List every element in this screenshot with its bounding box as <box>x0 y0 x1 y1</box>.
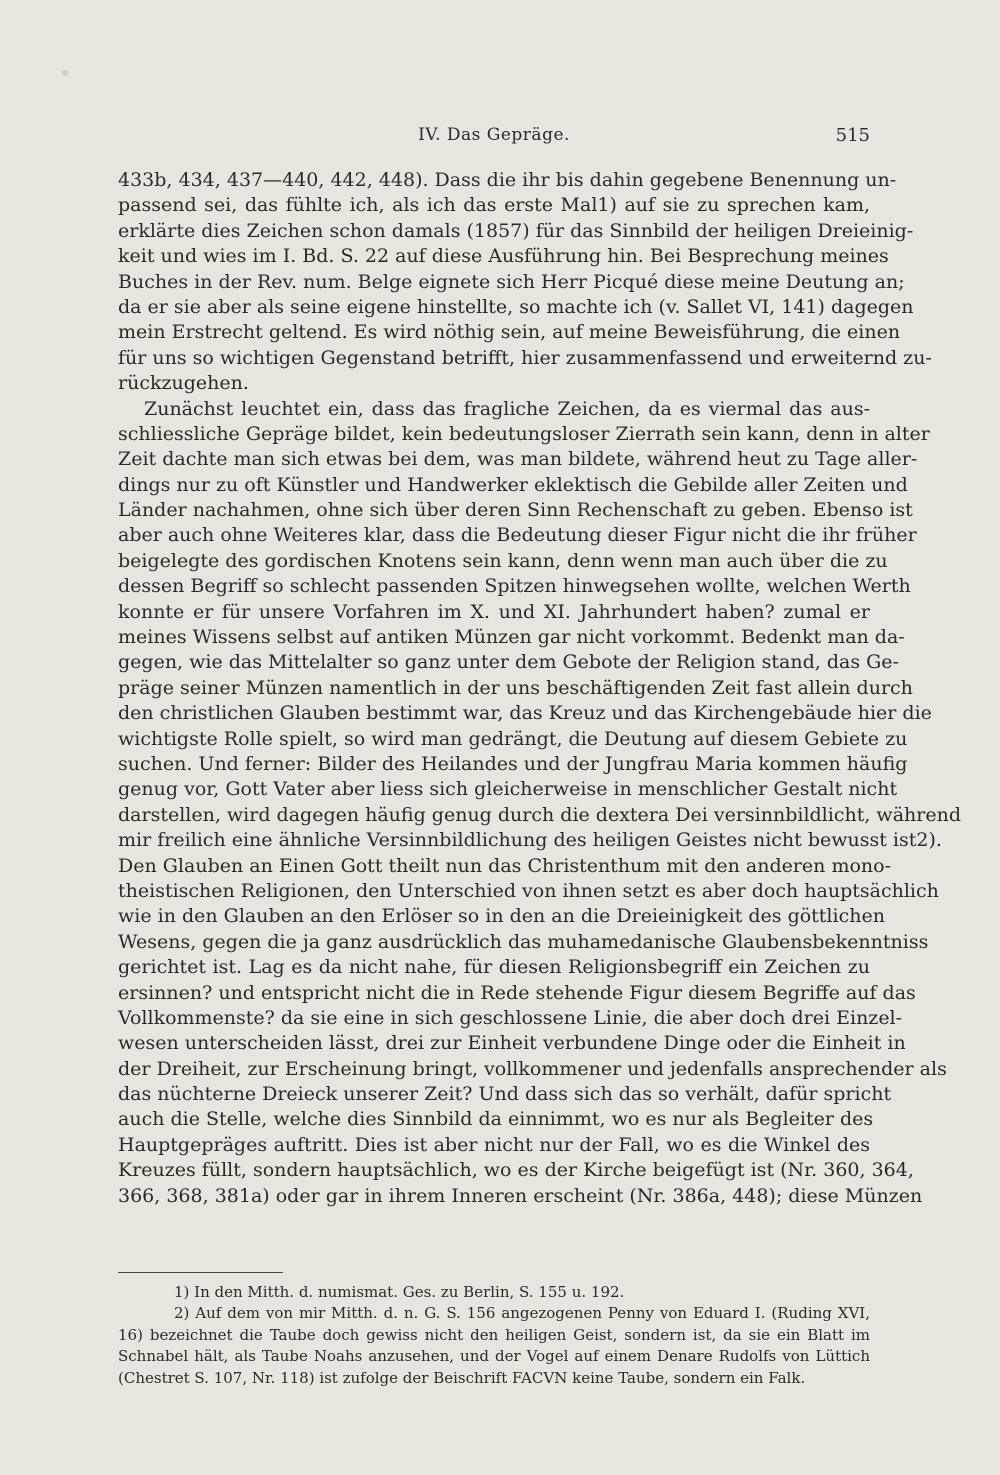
text-line: gegen, wie das Mittelalter so ganz unter dem Gebote der Religion stand, das Ge- <box>118 651 899 674</box>
text-line: 433b, 434, 437—440, 442, 448). Dass die ihr bis dahin gegebene Benennung un- <box>118 169 897 191</box>
text-line: mir freilich eine ähnliche Versinnbildlichung des heiligen Geistes nicht bewusst ist2). <box>118 829 942 852</box>
text-line: aber auch ohne Weiteres klar, dass die Bedeutung dieser Figur nicht die ihr früher <box>118 524 917 547</box>
text-line: wesen unterscheiden lässt, drei zur Einheit verbundene Dinge oder die Einheit in <box>118 1032 906 1055</box>
text-line: wie in den Glauben an den Erlöser so in den an die Dreieinigkeit des göttlichen <box>118 905 885 928</box>
text-line: ersinnen? und entspricht nicht die in Rede stehende Figur diesem Begriffe auf das <box>118 981 916 1004</box>
text-line: dessen Begriff so schlecht passenden Spitzen hinwegsehen wollte, welchen Werth <box>118 575 911 598</box>
text-line: wichtigste Rolle spielt, so wird man gedrängt, die Deutung auf diesem Gebiete zu <box>118 727 908 750</box>
text-line: auch die Stelle, welche dies Sinnbild da einnimmt, wo es nur als Begleiter des <box>118 1108 874 1131</box>
text-line: Buches in der Rev. num. Belge eignete sich Herr Picqué diese meine Deutung an; <box>118 270 905 293</box>
text-line: schliessliche Gepräge bildet, kein bedeutungsloser Zierrath sein kann, denn in alter <box>118 422 930 445</box>
text-line: dings nur zu oft Künstler und Handwerker eklektisch die Gebilde aller Zeiten und <box>118 473 908 496</box>
text-line: genug vor, Gott Vater aber liess sich gleicherweise in menschlicher Gestalt nicht <box>118 778 898 801</box>
text-line: beigelegte des gordischen Knotens sein kann, denn wenn man auch über die zu <box>118 549 888 572</box>
text-line: meines Wissens selbst auf antiken Münzen gar nicht vorkommt. Bedenkt man da- <box>118 626 905 649</box>
text-line: Zunächst leuchtet ein, dass das fragliche Zeichen, da es viermal das aus- <box>144 397 870 420</box>
text-line: Zeit dachte man sich etwas bei dem, was man bildete, während heut zu Tage aller- <box>118 448 918 471</box>
footnote-1: 1) In den Mitth. d. numismat. Ges. zu Berlin, S. 155 u. 192. <box>174 1283 625 1301</box>
text-line: Hauptgepräges auftritt. Dies ist aber nicht nur der Fall, wo es die Winkel des <box>118 1133 870 1156</box>
body-text <box>118 168 961 1234</box>
text-line: theistischen Religionen, den Unterschied von ihnen setzt es aber doch hauptsächlich <box>118 879 939 902</box>
text-line: suchen. Und ferner: Bilder des Heilandes und der Jungfrau Maria kommen häufig <box>118 752 908 775</box>
text-line: passend sei, das fühlte ich, als ich das erste Mal1) auf sie zu sprechen kam, <box>118 194 870 217</box>
paper-speck <box>62 70 68 76</box>
text-line: 366, 368, 381a) oder gar in ihrem Inneren erscheint (Nr. 386a, 448); diese Münzen <box>118 1184 923 1207</box>
text-line: Wesens, gegen die ja ganz ausdrücklich das muhamedanische Glaubensbekenntniss <box>118 930 929 953</box>
text-line: mein Erstrecht geltend. Es wird nöthig sein, auf meine Beweisführung, die einen <box>118 321 901 344</box>
footnote-divider <box>118 1272 283 1273</box>
text-line: keit und wies im I. Bd. S. 22 auf diese Ausführung hin. Bei Besprechung meines <box>118 245 889 268</box>
text-line: für uns so wichtigen Gegenstand betrifft, hier zusammenfassend und erweiternd zu- <box>118 346 932 369</box>
text-line: den christlichen Glauben bestimmt war, das Kreuz und das Kirchengebäude hier die <box>118 702 932 725</box>
footnote-line: 16) bezeichnet die Taube doch gewiss nicht den heiligen Geist, sondern ist, da sie ein Blatt im <box>118 1325 870 1344</box>
text-line: gerichtet ist. Lag es da nicht nahe, für diesen Religionsbegriff ein Zeichen zu <box>118 956 870 979</box>
footnotes <box>118 1282 870 1389</box>
text-line: Den Glauben an Einen Gott theilt nun das Christenthum mit den anderen mono- <box>118 854 892 877</box>
footnote-line: Schnabel hält, als Taube Noahs anzusehen, und der Vogel auf einem Denare Rudolfs von Lüttich <box>118 1347 870 1366</box>
text-line: der Dreiheit, zur Erscheinung bringt, vollkommener und jedenfalls ansprechender als <box>118 1057 947 1080</box>
chapter-heading: IV. Das Gepräge. <box>418 125 570 145</box>
text-line: rückzugehen. <box>118 372 249 395</box>
running-head <box>118 125 870 151</box>
text-line: darstellen, wird dagegen häufig genug durch die dextera Dei versinnbildlicht, während <box>118 803 961 826</box>
text-line: Kreuzes füllt, sondern hauptsächlich, wo es der Kirche beigefügt ist (Nr. 360, 364, <box>118 1159 914 1182</box>
text-line: präge seiner Münzen namentlich in der uns beschäftigenden Zeit fast allein durch <box>118 676 913 699</box>
text-line: erklärte dies Zeichen schon damals (1857) für das Sinnbild der heiligen Dreieinig- <box>118 219 914 242</box>
text-line: konnte er für unsere Vorfahren im X. und XI. Jahrhundert haben? zumal er <box>118 600 870 623</box>
text-line: das nüchterne Dreieck unserer Zeit? Und dass sich das so verhält, dafür spricht <box>118 1083 892 1106</box>
text-line: Länder nachahmen, ohne sich über deren Sinn Rechenschaft zu geben. Ebenso ist <box>118 499 913 522</box>
text-line: Vollkommenste? da sie eine in sich geschlossene Linie, die aber doch drei Einzel- <box>118 1006 903 1029</box>
footnote-line: (Chestret S. 107, Nr. 118) ist zufolge der Beischrift FACVN keine Taube, sondern ein Falk. <box>118 1368 806 1387</box>
text-line <box>118 1209 870 1234</box>
text-line: da er sie aber als seine eigene hinstellte, so machte ich (v. Sallet VI, 141) dagegen <box>118 295 914 318</box>
footnote-2: 2) Auf dem von mir Mitth. d. n. G. S. 156 angezogenen Penny von Eduard I. (Ruding XVI, <box>174 1304 870 1323</box>
page-number: 515 <box>835 125 870 146</box>
